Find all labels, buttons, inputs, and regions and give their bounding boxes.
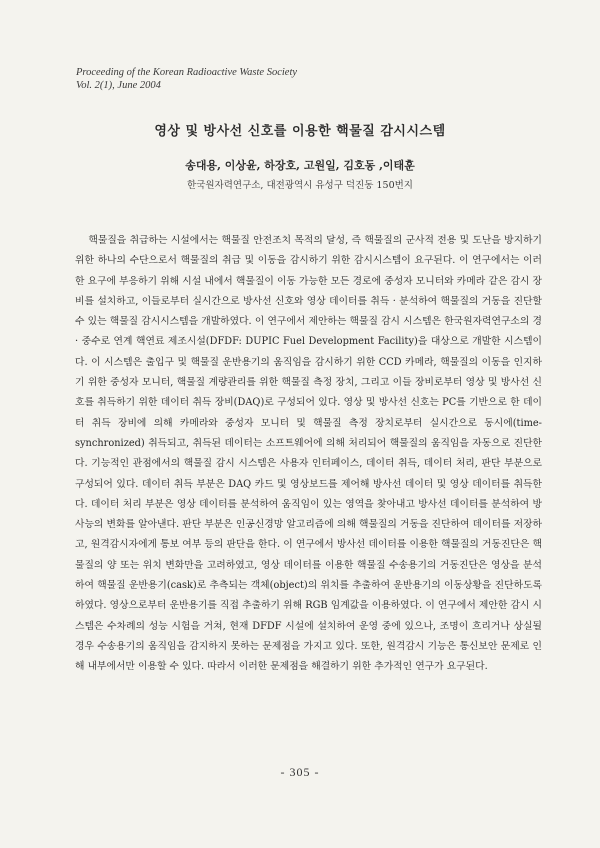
- paper-title: 영상 및 방사선 신호를 이용한 핵물질 감시시스템: [154, 124, 446, 139]
- page-number: - 305 -: [280, 765, 320, 779]
- abstract-indent: [75, 235, 88, 246]
- affiliation: 한국원자력연구소, 대전광역시 유성구 덕진동 150번지: [187, 180, 413, 191]
- author-list: 송대용, 이상윤, 하장호, 고원일, 김호동 ,이태훈: [185, 159, 415, 172]
- journal-volume: Vol. 2(1), June 2004: [76, 80, 161, 91]
- journal-header: [76, 66, 297, 92]
- journal-name: Proceeding of the Korean Radioactive Waste Society: [76, 67, 298, 78]
- abstract-text: 핵물질을 취급하는 시설에서는 핵물질 안전조치 목적의 달성, 즉 핵물질의 군사적 전용 및 도난을 방지하기 위한 하나의 수단으로서 핵물질의 취급 및 이동을 감시하기 위한 감시시스템이 요구된다. 이 연구에서는 이러한 요구에 부응하기 위해 시설 내에서 핵물질이 이동 가능한 모든 경로에 중성자 모니터와 카메라 같은 감시 장비를 설치하고, 이들로부터 실시간으로 방사선 신호와 영상 데이터를 취득 · 분석하여 핵물질의 거동을 진단할 수 있는 핵물질 감시시스템을 개발하였다. 이 연구에서 제안하는 핵물질 감시 시스템은 한국원자력연구소의 경 · 중수로 연계 핵연료 제조시설(DFDF: DUPIC Fuel Development Facility)을 대상으로 개발한 시스템이다. 이 시스템은 출입구 및 핵물질 운반용기의 움직임을 감시하기 위한 CCD 카메라, 핵물질의 이동을 인지하기 위한 중성자 모니터, 핵물질 계량관리를 위한 핵물질 측정 장치, 그리고 이들 장비로부터 영상 및 방사선 신호를 취득하기 위한 데이터 취득 장비(DAQ)로 구성되어 있다. 영상 및 방사선 신호는 PC를 기반으로 한 데이터 취득 장비에 의해 카메라와 중성자 모니터 및 핵물질 측정 장치로부터 실시간으로 동시에(time-synchronized) 취득되고, 취득된 데이터는 소프트웨어에 의해 처리되어 핵물질의 움직임을 자동으로 진단한다. 기능적인 관점에서의 핵물질 감시 시스템은 사용자 인터페이스, 데이터 취득, 데이터 처리, 판단 부분으로 구성되어 있다. 데이터 취득 부분은 DAQ 카드 및 영상보드를 제어해 방사선 데이터 및 영상 데이터를 취득한다. 데이터 처리 부분은 영상 데이터를 분석하여 움직임이 있는 영역을 찾아내고 방사선 데이터를 분석하여 방사능의 변화를 알아낸다. 판단 부분은 인공신경망 알고리즘에 의해 핵물질의 거동을 진단하여 데이터를 저장하고, 원격감시자에게 통보 여부 등의 판단을 한다. 이 연구에서 방사선 데이터를 이용한 핵물질의 거동진단은 핵물질의 양 또는 위치 변화만을 고려하였고, 영상 데이터를 이용한 핵물질 수송용기의 거동진단은 영상을 분석하여 핵물질 운반용기(cask)로 추측되는 객체(object)의 위치를 추출하여 운반용기의 이동상황을 진단하도록 하였다. 영상으로부터 운반용기를 직접 추출하기 위해 RGB 임계값을 이용하였다. 이 연구에서 제안한 감시 시스템은 수차례의 성능 시험을 거쳐, 현재 DFDF 시설에 설치하여 운영 중에 있으나, 조명이 흐리거나 상실될 경우 수송용기의 움직임을 감지하지 못하는 문제점을 가지고 있다. 또한, 원격감시 기능은 통신보안 문제로 인해 내부에서만 이용할 수 있다. 따라서 이러한 문제점을 해결하기 위한 추가적인 연구가 요구된다.: [75, 235, 542, 673]
- abstract-body: [75, 231, 542, 678]
